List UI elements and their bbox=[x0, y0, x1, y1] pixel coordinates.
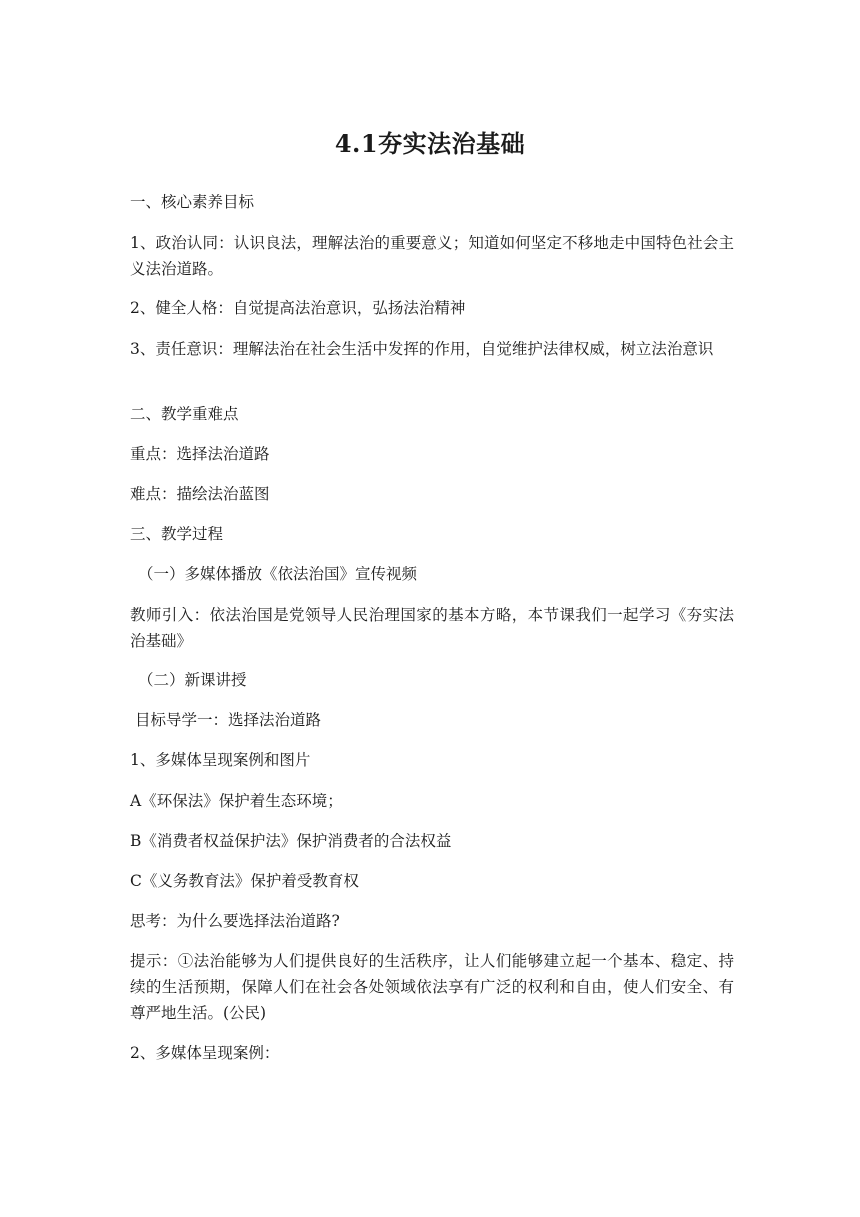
paragraph-key-point: 重点：选择法治道路 bbox=[130, 445, 270, 463]
section-heading-goals: 一、核心素养目标 bbox=[130, 193, 255, 211]
paragraph-question: 思考：为什么要选择法治道路? bbox=[130, 912, 340, 930]
paragraph-multimedia-cases: 1、多媒体呈现案例和图片 bbox=[130, 751, 311, 769]
paragraph-healthy-personality: 2、健全人格：自觉提高法治意识，弘扬法治精神 bbox=[130, 299, 466, 317]
document-title: 4.1夯实法治基础 bbox=[334, 129, 526, 158]
paragraph-responsibility: 3、责任意识：理解法治在社会生活中发挥的作用，自觉维护法律权威，树立法治意识 bbox=[130, 340, 714, 358]
paragraph-multimedia-case-two: 2、多媒体呈现案例： bbox=[130, 1044, 280, 1062]
list-item-b: B《消费者权益保护法》保护消费者的合法权益 bbox=[130, 832, 452, 850]
section-heading-process: 三、教学过程 bbox=[130, 525, 224, 543]
paragraph-target-one: 目标导学一：选择法治道路 bbox=[135, 711, 322, 729]
paragraph-teacher-intro: 教师引入：依法治国是党领导人民治理国家的基本方略，本节课我们一起学习《夯实法治基础》 bbox=[130, 606, 734, 650]
subheading-video: （一）多媒体播放《依法治国》宣传视频 bbox=[138, 565, 418, 583]
paragraph-difficult-point: 难点：描绘法治蓝图 bbox=[130, 485, 270, 503]
list-item-c: C《义务教育法》保护着受教育权 bbox=[130, 872, 359, 890]
section-heading-key-points: 二、教学重难点 bbox=[130, 405, 239, 423]
list-item-a: A《环保法》保护着生态环境； bbox=[130, 792, 343, 810]
paragraph-political-identity: 1、政治认同：认识良法，理解法治的重要意义；知道如何坚定不移地走中国特色社会主义法治道路。 bbox=[130, 234, 734, 278]
subheading-new-lesson: （二）新课讲授 bbox=[138, 671, 247, 689]
paragraph-hint: 提示：①法治能够为人们提供良好的生活秩序，让人们能够建立起一个基本、稳定、持续的生活预期，保障人们在社会各处领域依法享有广泛的权利和自由，使人们安全、有尊严地生活。(公民) bbox=[130, 952, 734, 1022]
